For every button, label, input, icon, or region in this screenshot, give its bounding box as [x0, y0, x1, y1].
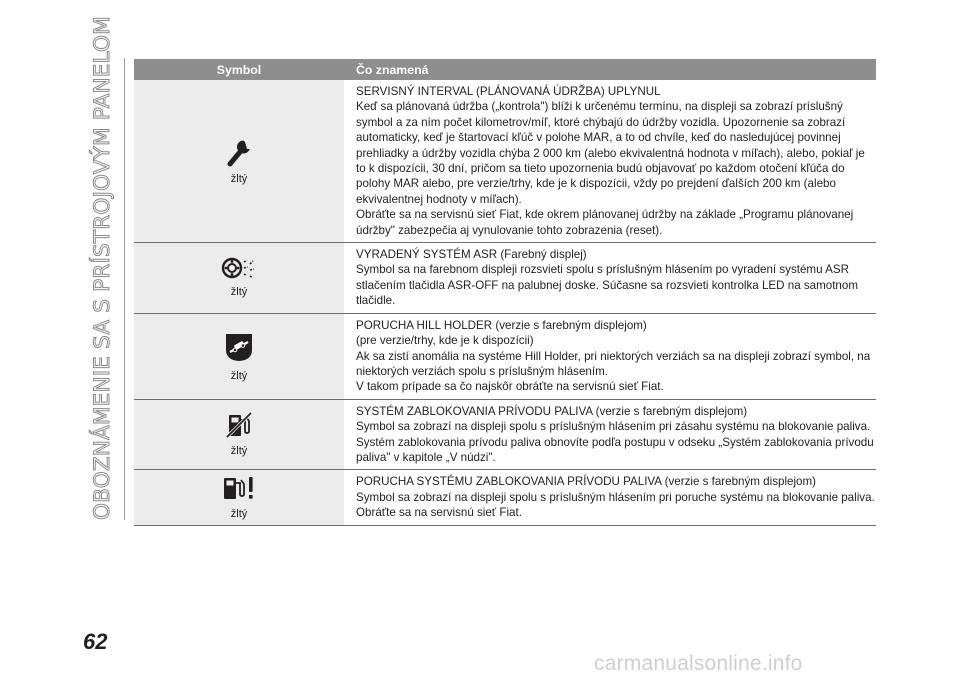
symbol-color-label: žltý	[230, 369, 248, 382]
table-row	[134, 399, 876, 470]
row-text: Ak sa zistí anomália na systéme Hill Holder, pri niektorých verziách sa na displeji zobrazí symbol, na niektorých verziách spolu s príslušným hlásením.	[356, 349, 871, 378]
symbol-cell	[134, 243, 344, 314]
symbol-color-label: žltý	[230, 445, 248, 458]
symbol-cell	[134, 313, 344, 399]
watermark: carmanualsonline.info	[594, 652, 803, 675]
row-text: Obráťte sa na servisnú sieť Fiat, kde okrem plánovanej údržby na základe „Programu plánovanej údržby" zabezpečia aj vynulovanie tohto zobrazenia (reset).	[356, 208, 854, 237]
row-title: VYRADENÝ SYSTÉM ASR (Farebný displej)	[356, 248, 587, 262]
row-title: SERVISNÝ INTERVAL (PLÁNOVANÁ ÚDRŽBA) UPLYNUL	[356, 85, 661, 98]
symbol-cell	[134, 80, 344, 243]
table-row	[134, 470, 876, 525]
row-text: Keď sa plánovaná údržba („kontrola") blíži k určenému termínu, na displeji sa zobrazí príslušný symbol a za ním počet kilometrov/míľ, ktoré chýbajú do údržby vozidla. Upozornenie sa zobrazí automaticky, keď je štartovací kľúč v polohe MAR, a to od chvíle, keď do nasledujúcej povinnej prehliadky a údržby vozidla chýba 2 000 km (alebo ekvivalentná hodnota v míľach), alebo, pokiaľ je to k dispozícii, 30 dní, pričom sa tieto upozornenia budú objavovať po každom otočení kľúča do polohy MAR alebo, pre verzie/trhy, kde je k dispozícii, vždy po prejdení ďalších 200 km (alebo ekvivalentnej hodnoty v míľach).	[356, 100, 865, 206]
table-header-row	[134, 59, 876, 80]
symbol-color-label: žltý	[230, 286, 248, 299]
meaning-cell	[344, 243, 876, 314]
row-title: SYSTÉM ZABLOKOVANIA PRÍVODU PALIVA (verzie s farebným displejom)	[356, 404, 748, 418]
row-title: PORUCHA SYSTÉMU ZABLOKOVANIA PRÍVODU PALIVA (verzie s farebným displejom)	[356, 475, 817, 489]
page-number: 62	[83, 629, 108, 654]
row-text: Symbol sa zobrazí na displeji spolu s príslušným hlásením pri poruche systému na blokovanie paliva. Obráťte sa na servisnú sieť Fiat.	[356, 490, 875, 520]
meaning-cell	[344, 80, 876, 243]
row-text: V takom prípade sa čo najskôr obráťte na servisnú sieť Fiat.	[356, 380, 664, 394]
side-divider	[124, 58, 125, 520]
table-row	[134, 243, 876, 314]
symbol-color-label: žltý	[230, 172, 248, 185]
meaning-cell	[344, 399, 876, 470]
symbol-color-label: žltý	[230, 507, 248, 520]
table-row	[134, 80, 876, 243]
symbol-cell	[134, 399, 344, 470]
header-symbol: Symbol	[134, 59, 344, 80]
row-text: Symbol sa zobrazí na displeji spolu s príslušným hlásením pri zásahu systému na blokovanie paliva. Systém zablokovania prívodu paliva obnovíte podľa postupu v odseku „Systém zablokovania prívodu paliva" v kapitole „V núdzi".	[356, 420, 874, 464]
row-text: (pre verzie/trhy, kde je k dispozícii)	[356, 334, 534, 348]
meaning-cell	[344, 313, 876, 399]
symbol-table	[134, 59, 876, 526]
hill-holder-icon	[222, 330, 256, 364]
chapter-side-title: OBOZNÁMENIE SA S PRÍSTROJOVÝM PANELOM	[90, 16, 115, 520]
row-title: PORUCHA HILL HOLDER (verzie s farebným displejom)	[356, 318, 647, 332]
asr-off-icon	[221, 256, 257, 280]
fuel-blocked-icon	[226, 411, 252, 439]
table-row	[134, 313, 876, 399]
header-meaning: Čo znamená	[344, 59, 876, 80]
wrench-icon	[226, 137, 252, 167]
row-text: Symbol sa na farebnom displeji rozsvieti spolu s príslušným hlásením po vyradení systému ASR stlačením tlačidla ASR-OFF na palubnej doske. Súčasne sa rozsvieti kontrolka LED na samotnom tlačidle.	[356, 263, 858, 308]
meaning-cell	[344, 470, 876, 525]
fuel-cutoff-failure-icon	[222, 474, 256, 502]
symbol-cell	[134, 470, 344, 525]
